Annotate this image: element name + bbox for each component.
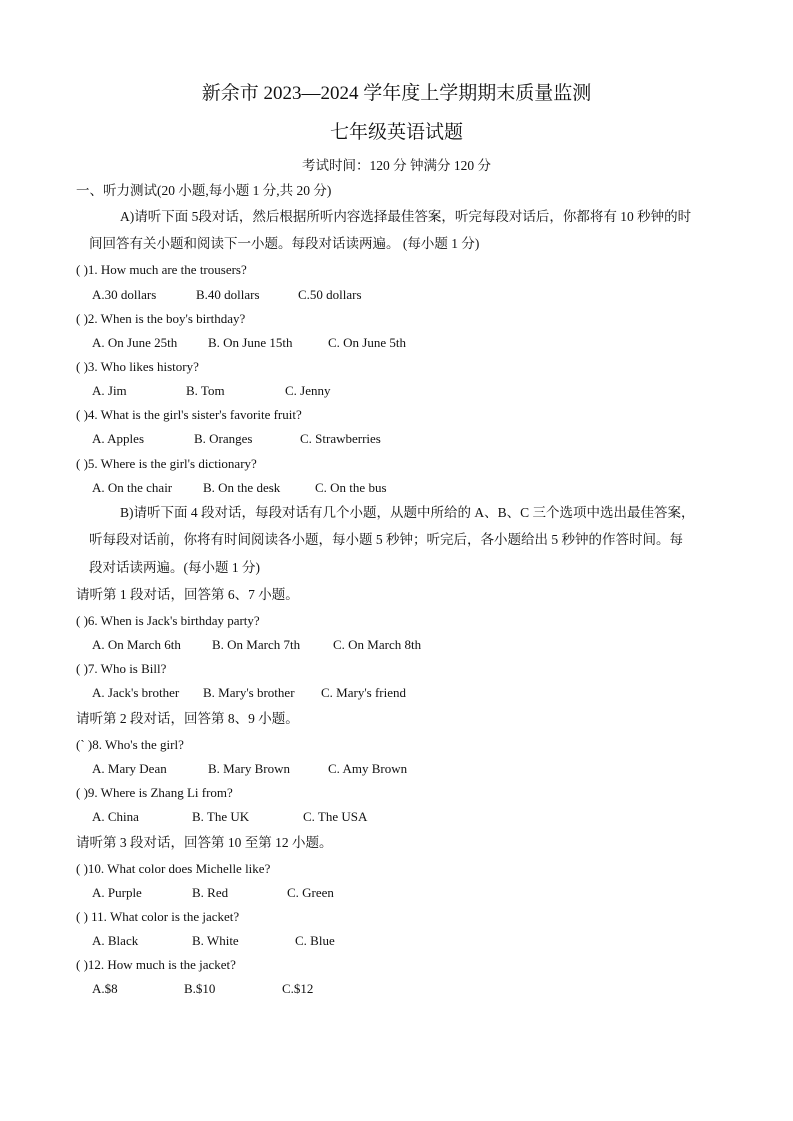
- question-stem: ( )2. When is the boy's birthday?: [76, 311, 246, 326]
- option-b: B. On the desk: [203, 480, 281, 495]
- option-c: C. On March 8th: [333, 637, 422, 652]
- option-c: C. Blue: [295, 933, 335, 948]
- option-a: A.30 dollars: [92, 287, 157, 302]
- option-a: A. On June 25th: [92, 335, 178, 350]
- option-b: B. The UK: [192, 809, 250, 824]
- option-a: A. Apples: [92, 431, 144, 446]
- question-stem: ( )1. How much are the trousers?: [76, 262, 247, 277]
- question-stem: ( )9. Where is Zhang Li from?: [76, 785, 233, 800]
- option-c: C.$12: [282, 981, 314, 996]
- option-c: C. Amy Brown: [328, 761, 408, 776]
- option-a: A. China: [92, 809, 139, 824]
- option-b: B. On March 7th: [212, 637, 301, 652]
- question-stem: ( )10. What color does Michelle like?: [76, 861, 271, 876]
- part-b-instructions: 听每段对话前，你将有时间阅读各小题，每小题 5 秒钟；听完后，各小题给出 5 秒钟的作答时间。每: [89, 532, 683, 547]
- option-b: B. On June 15th: [208, 335, 293, 350]
- part-b-instructions: 段对话读两遍。(每小题 1 分): [89, 560, 260, 575]
- option-a: A. Purple: [92, 885, 142, 900]
- option-c: C.50 dollars: [298, 287, 362, 302]
- question-stem: ( )12. How much is the jacket?: [76, 957, 236, 972]
- option-b: B. Mary's brother: [203, 685, 295, 700]
- question-stem: ( )4. What is the girl's sister's favorite fruit?: [76, 407, 302, 422]
- option-b: B.$10: [184, 981, 216, 996]
- option-b: B. White: [192, 933, 239, 948]
- section-heading: 一、听力测试(20 小题,每小题 1 分,共 20 分): [76, 183, 332, 198]
- option-c: C. The USA: [303, 809, 368, 824]
- option-a: A. Mary Dean: [92, 761, 167, 776]
- option-b: B. Mary Brown: [208, 761, 290, 776]
- option-a: A.$8: [92, 981, 118, 996]
- question-stem: ( )6. When is Jack's birthday party?: [76, 613, 260, 628]
- option-a: A. Black: [92, 933, 139, 948]
- question-stem: ( )7. Who is Bill?: [76, 661, 167, 676]
- part-a-instructions: A)请听下面 5段对话，然后根据所听内容选择最佳答案，听完每段对话后，你都将有 10 秒钟的时: [120, 209, 692, 224]
- option-a: A. On the chair: [92, 480, 173, 495]
- question-stem: ( )3. Who likes history?: [76, 359, 199, 374]
- option-b: B. Red: [192, 885, 229, 900]
- option-a: A. Jack's brother: [92, 685, 180, 700]
- dialog-instruction: 请听第 2 段对话，回答第 8、9 小题。: [76, 711, 299, 726]
- question-stem: ( ) 11. What color is the jacket?: [76, 909, 240, 924]
- option-b: B.40 dollars: [196, 287, 260, 302]
- option-c: C. On June 5th: [328, 335, 406, 350]
- exam-info: 考试时间：120 分 钟满分 120 分: [302, 158, 491, 173]
- part-a-instructions: 间回答有关小题和阅读下一小题。每段对话读两遍。 (每小题 1 分): [89, 236, 480, 251]
- question-stem: ( )5. Where is the girl's dictionary?: [76, 456, 257, 471]
- part-b-instructions: B)请听下面 4 段对话，每段对话有几个小题，从题中所给的 A、B、C 三个选项中选出最佳答案，: [120, 505, 695, 520]
- exam-subtitle: 七年级英语试题: [329, 122, 463, 143]
- option-a: A. Jim: [92, 383, 127, 398]
- dialog-instruction: 请听第 3 段对话，回答第 10 至第 12 小题。: [76, 835, 333, 850]
- option-c: C. Jenny: [285, 383, 331, 398]
- option-c: C. Strawberries: [300, 431, 381, 446]
- option-b: B. Oranges: [194, 431, 253, 446]
- option-b: B. Tom: [186, 383, 225, 398]
- exam-title: 新余市 2023—2024 学年度上学期期末质量监测: [201, 83, 592, 104]
- dialog-instruction: 请听第 1 段对话，回答第 6、7 小题。: [76, 587, 299, 602]
- option-c: C. On the bus: [315, 480, 387, 495]
- option-c: C. Green: [287, 885, 334, 900]
- question-stem: (` )8. Who's the girl?: [76, 737, 184, 752]
- option-c: C. Mary's friend: [321, 685, 407, 700]
- option-a: A. On March 6th: [92, 637, 181, 652]
